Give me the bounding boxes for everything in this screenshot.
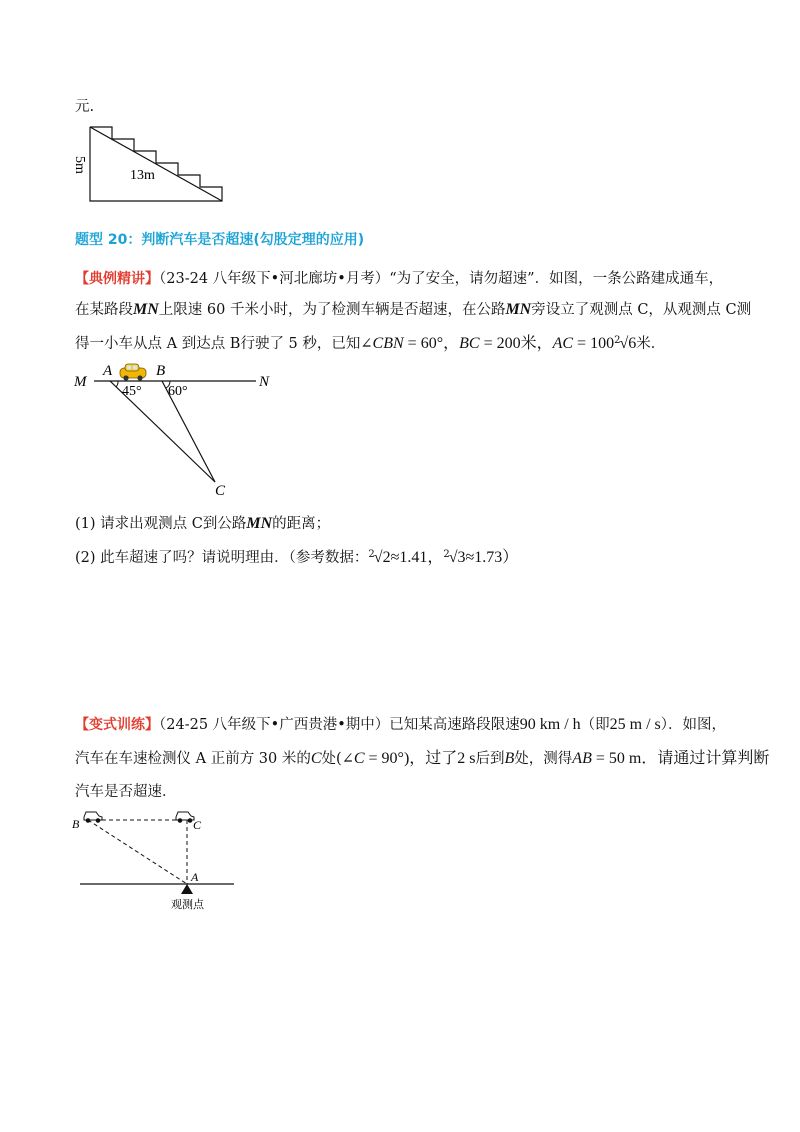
angle-label-60: 60°: [168, 384, 188, 399]
car-icon-b: [84, 812, 102, 822]
angle-arc-a: [116, 381, 118, 387]
speed-detector-figure: [70, 805, 240, 915]
car-icon: [120, 364, 146, 381]
label-m: M: [74, 374, 87, 390]
hypotenuse-label: 13m: [130, 168, 155, 183]
prev-answer-tail: 元.: [75, 99, 95, 115]
label-c: C: [193, 818, 202, 832]
label-a: A: [191, 870, 199, 884]
example-line-3: 得一小车从点 A 到达点 B行驶了 5 秒，已知∠CBN = 60°，BC = 200米，AC = $100^2√6$米．: [75, 335, 666, 352]
angle-label-45: 45°: [122, 384, 142, 399]
label-n: N: [259, 374, 270, 390]
stairs-figure: [70, 118, 240, 210]
segment-ba: [88, 820, 187, 884]
variant-line-3: 汽车是否超速．: [75, 784, 177, 800]
question-2: (2) 此车超速了吗？请说明理由．（参考数据：$^2$√2≈1.41，$^2$√3≈1.73）: [75, 549, 519, 566]
detector-label: 观测点: [171, 899, 204, 911]
example-line-1: 【典例精讲】（23-24 八年级下•河北廊坊•月考）“为了安全，请勿超速”．如图，一条公路建成通车，: [75, 271, 724, 287]
label-a: A: [103, 363, 113, 379]
question-1: (1) 请求出观测点 C到公路MN的距离；: [75, 515, 331, 532]
variant-line-2: 汽车在车速检测仪 A 正前方 30 米的C处(∠C = 90°)，过了2 s后到B处，测得AB = 50 m．请通过计算判断: [75, 750, 770, 767]
height-label: 5m: [72, 156, 87, 174]
detector-icon: [181, 884, 193, 894]
variant-tag: 【变式训练】: [75, 717, 159, 733]
label-c: C: [215, 483, 226, 499]
variant-line-1: 【变式训练】（24-25 八年级下•广西贵港•期中）已知某高速路段限速90 km / h（即25 m / s）．如图，: [75, 716, 727, 733]
car-icon-c: [176, 812, 194, 822]
stairs-hypotenuse: [90, 127, 222, 201]
section-heading: 题型 20：判断汽车是否超速(勾股定理的应用): [75, 232, 365, 248]
label-b: B: [156, 363, 166, 379]
road-observation-figure: [70, 360, 290, 500]
example-tag: 【典例精讲】: [75, 271, 159, 287]
label-b: B: [72, 817, 80, 831]
example-line-2: 在某路段MN上限速 60 千米小时，为了检测车辆是否超速，在公路MN旁设立了观测点 C，从观测点 C测: [75, 301, 752, 318]
